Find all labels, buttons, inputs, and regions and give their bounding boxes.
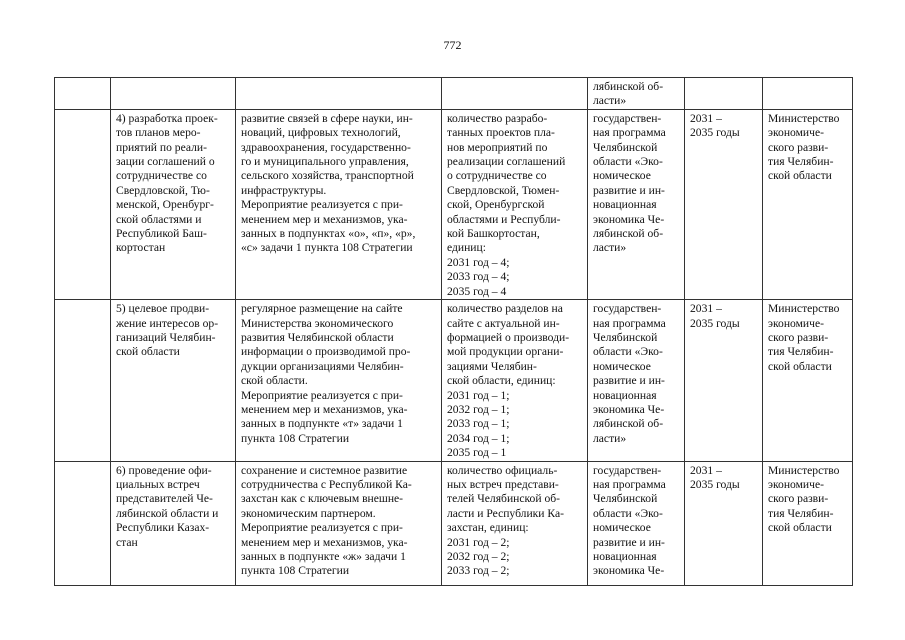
table-cell-indicator: количество разрабо- танных проектов пла- нов мероприятий по реализации соглашений о сотрудничестве со Свердловской, Тюмен- ской, Оренбургской областями и Республи- кой Башкортостан, единиц: 2031 год – 4; 2033 год – 4; 2035 год – 4 bbox=[442, 109, 588, 299]
description-paragraph: Мероприятие реализуется с при- менением мер и механизмов, ука- занных в подпункте «т» задачи 1 пункта 108 Стратегии bbox=[241, 388, 408, 445]
table-cell-source: государствен- ная программа Челябинской области «Эко- номическое развитие и ин- новационная экономика Че- лябинской об- ласти» bbox=[588, 109, 685, 299]
table-cell-task: 5) целевое продви- жение интересов ор- ганизаций Челябин- ской области bbox=[111, 300, 236, 461]
table-cell-description bbox=[236, 461, 442, 585]
description-paragraph: регулярное размещение на сайте Министерства экономического развития Челябинской области информации о производимой про- дукции организациями Челябин- ской области. bbox=[241, 302, 411, 388]
table-cell-indicator: количество разделов на сайте с актуальной ин- формацией о производи- мой продукции органи- зациями Челябин- ской области, единиц: 2031 год – 1; 2032 год – 1; 2033 год – 1; 2034 год – 1; 2035 год – 1 bbox=[442, 300, 588, 461]
table-cell-number bbox=[55, 109, 111, 299]
table-cell-description bbox=[236, 78, 442, 110]
table-cell-indicator bbox=[442, 78, 588, 110]
table-cell-period: 2031 – 2035 годы bbox=[685, 300, 763, 461]
table-cell-number bbox=[55, 78, 111, 110]
table-cell-task bbox=[111, 78, 236, 110]
table-cell-number bbox=[55, 300, 111, 461]
table-cell-period: 2031 – 2035 годы bbox=[685, 109, 763, 299]
table-cell-period: 2031 – 2035 годы bbox=[685, 461, 763, 585]
table-cell-number bbox=[55, 461, 111, 585]
table-cell-responsible: Министерство экономиче- ского разви- тия Челябин- ской области bbox=[763, 109, 853, 299]
page-number: 772 bbox=[443, 38, 462, 52]
measures-table bbox=[54, 77, 853, 586]
table-cell-description bbox=[236, 109, 442, 299]
table-row bbox=[55, 300, 853, 461]
table-row bbox=[55, 461, 853, 585]
table-cell-indicator: количество официаль- ных встреч представи- телей Челябинской об- ласти и Республики Ка- захстан, единиц: 2031 год – 2; 2032 год – 2; 2033 год – 2; bbox=[442, 461, 588, 585]
table-cell-source: государствен- ная программа Челябинской области «Эко- номическое развитие и ин- новационная экономика Че- лябинской об- ласти» bbox=[588, 300, 685, 461]
table-row bbox=[55, 109, 853, 299]
description-paragraph: Мероприятие реализуется с при- менением мер и механизмов, ука- занных в подпункте «ж» задачи 1 пункта 108 Стратегии bbox=[241, 521, 408, 578]
table-cell-responsible bbox=[763, 78, 853, 110]
description-paragraph: развитие связей в сфере науки, ин- новаций, цифровых технологий, здравоохранения, государственно- го и муниципального управления, сельского хозяйства, транспортной инфраструктуры. bbox=[241, 111, 414, 197]
description-paragraph: Мероприятие реализуется с при- менением мер и механизмов, ука- занных в подпунктах «о», «п», «р», «с» задачи 1 пункта 108 Стратегии bbox=[241, 198, 416, 255]
table-cell-task: 6) проведение офи- циальных встреч представителей Че- лябинской области и Республики Казах- стан bbox=[111, 461, 236, 585]
table-cell-responsible: Министерство экономиче- ского разви- тия Челябин- ской области bbox=[763, 461, 853, 585]
table-row-continued bbox=[55, 78, 853, 110]
description-paragraph: сохранение и системное развитие сотрудничества с Республикой Ка- захстан как с ключевым внешне- экономическим партнером. bbox=[241, 463, 412, 520]
table-cell-source: государствен- ная программа Челябинской области «Эко- номическое развитие и ин- новационная экономика Че- bbox=[588, 461, 685, 585]
table-cell-description bbox=[236, 300, 442, 461]
table-cell-source: лябинской об- ласти» bbox=[588, 78, 685, 110]
table-cell-period bbox=[685, 78, 763, 110]
table-cell-responsible: Министерство экономиче- ского разви- тия Челябин- ской области bbox=[763, 300, 853, 461]
table-cell-task: 4) разработка проек- тов планов меро- приятий по реали- зации соглашений о сотрудничестве со Свердловской, Тю- менской, Оренбург- ской областями и Республикой Баш- кортостан bbox=[111, 109, 236, 299]
